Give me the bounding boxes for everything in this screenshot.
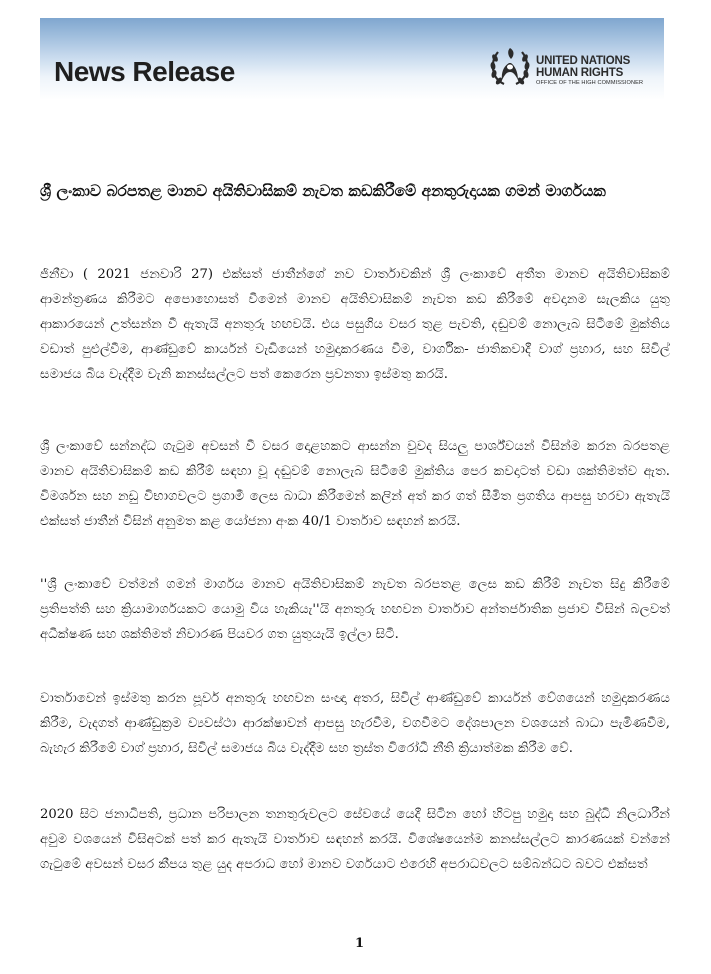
logo-line-3: OFFICE OF THE HIGH COMMISSIONER	[536, 80, 644, 86]
article-paragraph-1: ජිනීවා ( 2021 ජනවාරි 27) එක්සත් ජාතීන්ගේ නව වාර්තාවකින් ශ්‍රී ලංකාවේ අතීත මානව අයිතිවාසිකම් ආමන්ත්‍රණය කිරීමට අපොහොසත් වීමෙන් මානව අයිතිවාසිකම් නැවත කඩ කිරීමේ අවදානම සැලකිය යුතු ආකාරයෙන් උත්සන්න වී ඇතැයි අනතුරු හඟවයි. එය පසුගිය වසර තුළ පැවති, දඬුවම් නොලැබ සිටීමේ මුක්තිය වඩාත් පුළුල්වීම, ආණ්ඩුවේ කාර්යන් වැඩියෙන් හමුදාකරණය වීම, වාර්ගික- ජාතිකවාදී වාග් ප්‍රහාර, සහ සිවිල් සමාජය බිය වැද්දීම වැනි කනස්සල්ලට පත් කෙරෙන ප්‍රවනතා ඉස්මතු කරයි.	[40, 267, 670, 382]
banner-title: News Release	[54, 56, 235, 87]
news-release-banner	[40, 18, 664, 100]
article-paragraph-2: ශ්‍රී ලංකාවේ සන්නද්ධ ගැටුම අවසන් වී වසර දොළහකට ආසන්න වුවද සියලු පාර්ශ්වයන් විසින්ම කරන බරපතළ මානව අයිතිවාසිකම් කඩ කිරීම් සඳහා වූ දඬුවම් නොලැබ සිටීමේ මුක්තිය පෙර කවදාටත් වඩා ශක්තිමත්ව ඇත. විමර්ශන සහ නඩු විභාගවලට ප්‍රගාමී ලෙස බාධා කිරීමෙන් කලින් අත් කර ගත් සීමිත ප්‍රගතිය ආපසු හරවා ඇතැයි එක්සත් ජාතීන් විසින් අනුමත කළ යෝජනා අංක 40/1 වාර්තාව සඳහන් කරයි.	[40, 439, 670, 529]
article-paragraph-3: ''ශ්‍රී ලංකාවේ වත්මන් ගමන් මාර්ගය මානව අයිතිවාසිකම් නැවත බරපතළ ලෙස කඩ කිරීම් නැවත සිදු කිරීමේ ප්‍රතිපත්ති සහ ක්‍රියාමාර්ගයකට යොමු විය හැකියැ''යි අනතුරු හඟවන වාර්තාව අන්තර්ජාතික ප්‍රජාව විසින් බලවත් අධීක්ෂණ සහ ශක්තිමත් නිවාරණ පියවර ගත යුතුයැයි ඉල්ලා සිටී.	[40, 577, 670, 642]
article-paragraph-5: 2020 සිට ජනාධිපති, ප්‍රධාන පරිපාලන තනතුරුවලට සේවයේ යෙදී සිටින හෝ හිටපු හමුදා සහ බුද්ධි නිලධාරීන් අවුම වශයෙන් විසිඅටක් පත් කර ඇතැයි වාර්තාව සඳහන් කරයි. විශේෂයෙන්ම කනස්සල්ලට කාරණයක් වන්නේ ගැටුමේ අවසන් වසර කීපය තුළ යුද අපරාධ හෝ මානව වර්ගයාට එරෙහි අපරාධවලට සම්බන්ධට බවට එක්සත්	[40, 807, 670, 872]
logo-line-2: HUMAN RIGHTS	[536, 67, 624, 79]
page-number: 1	[355, 936, 365, 951]
article-title: ශ්‍රී ලංකාව බරපතළ මානව අයිතිවාසිකම් නැවත කඩකිරීමේ අනතුරුදායක ගමන් මාර්ගයක	[40, 181, 606, 200]
article-paragraph-4: වාර්තාවෙන් ඉස්මතු කරන පූර්ව අනතුරු හඟවන සංඥා අතර, සිවිල් ආණ්ඩුවේ කාර්යන් වේගයෙන් හමුදාකරණය කිරීම, වැදගත් ආණ්ඩුක්‍රම ව්‍යවස්ථා ආරක්ෂාවන් ආපසු හැරවීම, වගවීමට දේශපාලන වශයෙන් බාධා පැමිණවීම, බැහැර කිරීමේ වාග් ප්‍රහාර, සිවිල් සමාජය බිය වැද්දීම සහ ත්‍රස්ත විරෝධී නීති ක්‍රියාත්මක කිරීම වේ.	[40, 691, 670, 756]
logo-line-1: UNITED NATIONS	[536, 55, 631, 67]
un-emblem-icon	[488, 44, 532, 90]
un-logo-text	[536, 55, 643, 88]
